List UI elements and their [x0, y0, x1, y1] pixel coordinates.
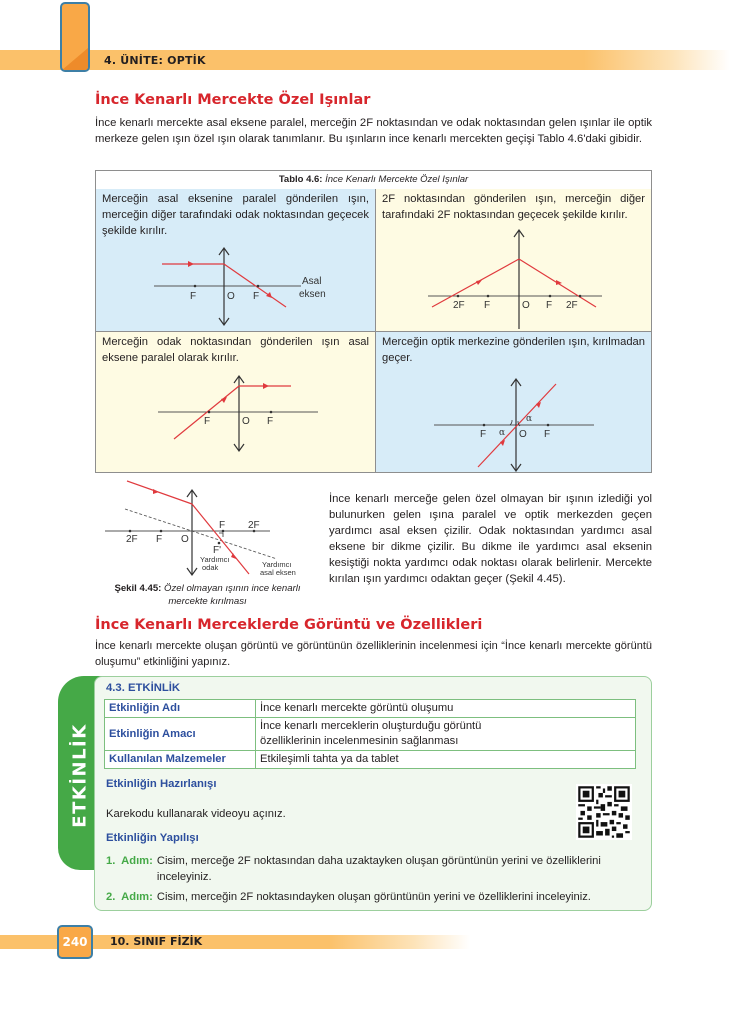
page-number-box: [57, 925, 93, 959]
svg-text:F: F: [204, 416, 211, 427]
table-4-6: [95, 170, 652, 473]
qr-code-icon[interactable]: [576, 784, 632, 840]
figure-caption-label: Şekil 4.45:: [114, 583, 162, 594]
focal-ray-diagram: [96, 362, 376, 472]
parallel-ray-diagram: [96, 244, 376, 344]
2f-ray-diagram: [376, 219, 651, 329]
step-number: 2. Adım:: [106, 891, 153, 903]
section-heading: İnce Kenarlı Mercekte Özel Işınlar: [95, 92, 371, 108]
svg-text:odak: odak: [202, 563, 219, 572]
svg-text:F: F: [219, 520, 226, 531]
section-heading: İnce Kenarlı Merceklerde Görüntü ve Özellikleri: [95, 617, 483, 633]
table-row: [105, 751, 636, 769]
row-key: Kullanılan Malzemeler: [105, 751, 256, 769]
svg-text:Yardımcı: Yardımcı: [262, 560, 292, 569]
header-tab-decoration: [60, 2, 90, 72]
figure-4-45-diagram: [95, 476, 320, 582]
svg-text:asal eksen: asal eksen: [260, 568, 296, 577]
figure-caption: [95, 582, 320, 608]
svg-text:2F: 2F: [566, 300, 578, 311]
svg-text:F: F: [546, 300, 553, 311]
svg-text:F': F': [213, 545, 222, 556]
table-cell-parallel-ray: [96, 189, 376, 332]
optical-center-ray-diagram: [376, 362, 651, 472]
section-title-1: [95, 92, 370, 108]
steps-heading: Etkinliğin Yapılışı: [106, 832, 199, 844]
table-row: [105, 700, 636, 718]
svg-text:F: F: [544, 429, 551, 440]
svg-text:α: α: [499, 428, 506, 438]
step-number: 1. Adım:: [106, 855, 153, 867]
svg-text:F: F: [267, 416, 274, 427]
prep-heading: Etkinliğin Hazırlanışı: [106, 778, 217, 790]
row-value: İnce kenarlı mercekte görüntü oluşumu: [256, 700, 636, 718]
cell-text: Merceğin optik merkezine gönderilen ışın, kırılmadan geçer.: [382, 336, 645, 364]
activity-title: 4.3. ETKİNLİK: [106, 682, 181, 694]
row-key: Etkinliğin Amacı: [105, 718, 256, 751]
cell-text: Merceğin odak noktasından gönderilen ışın asal eksene paralel olarak kırılır.: [102, 336, 369, 364]
section2-paragraph: İnce kenarlı mercekte oluşan görüntü ve görüntünün özelliklerinin incelenmesi için “İnce kenarlı mercekte görüntü oluşumu” etkinliğini yapınız.: [95, 640, 652, 668]
cell-text: 2F noktasından gönderilen ışın, merceğin diğer tarafındaki 2F noktasından geçecek şekilde kırılır.: [382, 193, 645, 221]
svg-text:2F: 2F: [453, 300, 465, 311]
svg-text:Asal: Asal: [302, 276, 322, 287]
table-cell-focal-ray: [96, 332, 376, 472]
prep-text: Karekodu kullanarak videoyu açınız.: [106, 808, 286, 820]
svg-text:F: F: [190, 291, 197, 302]
svg-text:O: O: [242, 416, 250, 427]
unit-title: 4. ÜNİTE: OPTİK: [104, 54, 206, 67]
step-2: [106, 889, 651, 905]
svg-text:F: F: [156, 534, 163, 545]
svg-text:O: O: [181, 534, 189, 545]
svg-text:O: O: [519, 429, 527, 440]
activity-side-label: ETKİNLİK: [69, 722, 91, 828]
svg-text:eksen: eksen: [299, 289, 326, 300]
table-caption-label: Tablo 4.6:: [278, 174, 323, 185]
table-cell-optical-center-ray: [376, 332, 651, 472]
row-value: İnce kenarlı merceklerin oluşturduğu görüntü özelliklerinin incelenmesinin sağlanması: [256, 718, 636, 751]
svg-text:F: F: [484, 300, 491, 311]
svg-text:F: F: [253, 291, 260, 302]
svg-text:α: α: [526, 414, 533, 424]
table-caption: [96, 171, 651, 190]
step-text: Cisim, merceğe 2F noktasından daha uzaktayken oluşan görüntünün yerini ve özelliklerini inceleyiniz.: [156, 855, 601, 883]
svg-text:F: F: [480, 429, 487, 440]
cell-text: Merceğin asal eksenine paralel gönderilen ışın, merceğin diğer tarafındaki odak noktasından geçecek şekilde kırılır.: [102, 193, 369, 237]
step-text: Cisim, merceğin 2F noktasındayken oluşan görüntünün yerini ve özelliklerini inceleyiniz.: [156, 891, 591, 903]
intro-paragraph: İnce kenarlı mercekte asal eksene paralel, merceğin 2F noktasından ve odak noktasından gelen ışınlar ile optik merkeze gelen ışın özel ışın olarak tanımlanır. Bu ışınların ince kenarlı mercekten geçişi Tablo 4.6'daki gibidir.: [95, 117, 652, 145]
book-title: 10. SINIF FİZİK: [110, 935, 203, 948]
step-1: [106, 853, 641, 885]
table-row: [105, 718, 636, 751]
svg-text:O: O: [227, 291, 235, 302]
table-cell-2f-ray: [376, 189, 651, 332]
figure-caption-text: Özel olmayan ışının ince kenarlı mercekte kırılması: [164, 583, 301, 607]
figure-description: İnce kenarlı merceğe gelen özel olmayan bir ışının izlediği yol bulunurken gelen ışına paralel ve optik merkezden geçen yardımcı asal eksen çizilir. Odak noktasından yardımcı asal eksene bir dikme çizilir. Bu dikme ile yardımcı asal eksenin kesiştiği nokta yardımcı odak noktası olarak belirlenir. Mercekte kırılan ışın yardımcı odaktan geçer (Şekil 4.45).: [329, 493, 652, 585]
svg-text:2F: 2F: [248, 520, 260, 531]
table-caption-text: İnce Kenarlı Mercekte Özel Işınlar: [325, 174, 469, 185]
row-value: Etkileşimli tahta ya da tablet: [256, 751, 636, 769]
row-key: Etkinliğin Adı: [105, 700, 256, 718]
section-title-2: [95, 617, 482, 633]
activity-info-table: [104, 699, 636, 769]
svg-text:2F: 2F: [126, 534, 138, 545]
svg-text:O: O: [522, 300, 530, 311]
page-number: 240: [62, 935, 88, 949]
svg-text:Yardımcı: Yardımcı: [200, 555, 230, 564]
